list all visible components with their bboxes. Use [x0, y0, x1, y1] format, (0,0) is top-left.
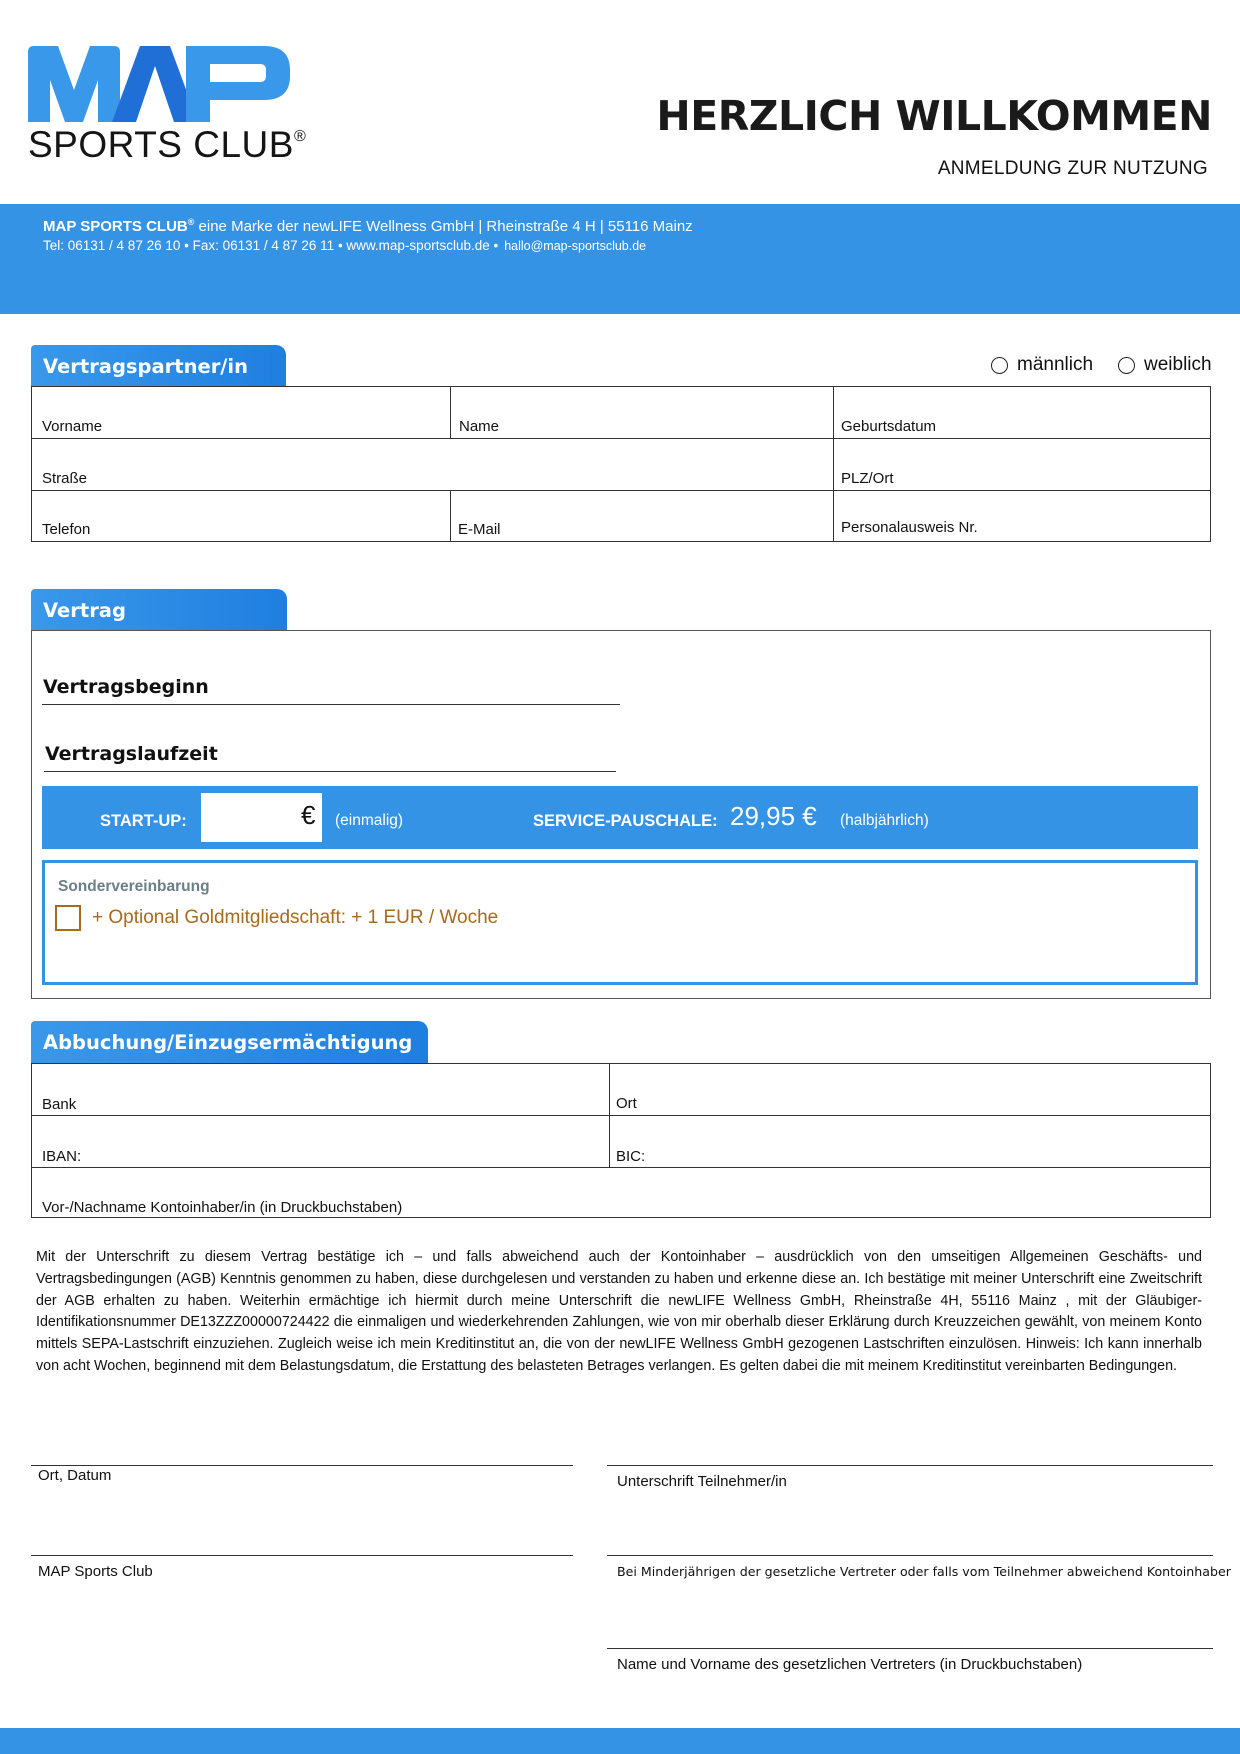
field-bic[interactable]: BIC: [616, 1148, 646, 1165]
guardian-name-label: Name und Vorname des gesetzlichen Vertreters (in Druckbuchstaben) [617, 1656, 1083, 1673]
service-fee-note: (halbjährlich) [840, 812, 929, 829]
field-phone[interactable]: Telefon [42, 521, 91, 538]
page-subtitle: ANMELDUNG ZUR NUTZUNG [937, 158, 1208, 179]
field-zip-city[interactable]: PLZ/Ort [841, 470, 894, 487]
contract-start-line[interactable] [42, 704, 620, 705]
startup-note: (einmalig) [335, 812, 404, 829]
gold-membership-label: + Optional Goldmitgliedschaft: + 1 EUR / Woche [92, 907, 499, 928]
contract-start-label: Vertragsbeginn [43, 676, 209, 698]
field-last-name[interactable]: Name [459, 418, 500, 435]
gold-membership-checkbox[interactable] [55, 905, 81, 931]
place-date-line[interactable] [31, 1465, 573, 1466]
contact-line-phone: Tel: 06131 / 4 87 26 10 • Fax: 06131 / 4 87 26 11 • www.map-sportsclub.de • hallo@map-sportsclub.de [43, 238, 647, 253]
participant-signature-line[interactable] [607, 1465, 1213, 1466]
legal-consent-text: Mit der Unterschrift zu diesem Vertrag bestätige ich – und falls abweichend auch der Kontoinhaber – ausdrücklich von den umseitigen Allgemeinen Geschäfts- und Vertragsbedingungen (AGB) Kenntnis genommen zu haben, diese durchgelesen und verstanden zu haben und erkenne diese an. Ich bestätige mit meiner Unterschrift eine Zweitschrift der AGB erhalten zu haben. Weiterhin ermächtige ich hiermit durch meine Unterschrift die newLIFE Wellness GmbH, Rheinstraße 4H, 55116 Mainz , mit der Gläubiger-Identifikationsnummer DE13ZZZ00000724422 die einmaligen und wiederkehrenden Zahlungen, wie von mir oberhalb dieser Erklärung durch Kreuzzeichen gewählt, von meinem Konto mittels SEPA-Lastschrift einzuziehen. Zugleich weise ich mein Kreditinstitut an, die von der newLIFE Wellness GmbH gezogenen Lastschriften einzulösen. Hinweis: Ich kann innerhalb von acht Wochen, beginnend mit dem Belastungsdatum, die Erstattung des belasteten Betrages verlangen. Es gelten dabei die mit meinem Kreditinstitut vereinbarten Bedingungen. [36, 1249, 1202, 1374]
tab-contract: Vertrag [31, 589, 287, 631]
startup-label: START-UP: [100, 812, 187, 830]
partner-form-grid [31, 386, 1211, 542]
tab-contract-partner: Vertragspartner/in [31, 345, 286, 387]
special-agreement-title: Sondervereinbarung [58, 878, 210, 895]
field-bank-city[interactable]: Ort [616, 1095, 637, 1112]
guardian-signature-label: Bei Minderjährigen der gesetzliche Vertreter oder falls vom Teilnehmer abweichend Kontoinhaber [617, 1564, 1231, 1579]
guardian-signature-line[interactable] [607, 1555, 1213, 1556]
field-iban[interactable]: IBAN: [42, 1148, 82, 1165]
club-name: SPORTS CLUB® [28, 124, 307, 165]
gender-male-option[interactable]: männlich [991, 354, 1093, 376]
debit-form-grid [31, 1063, 1211, 1218]
field-bank[interactable]: Bank [42, 1096, 77, 1113]
field-email[interactable]: E-Mail [458, 521, 501, 538]
page-title: HERZLICH WILLKOMMEN [656, 92, 1212, 140]
field-account-holder[interactable]: Vor-/Nachname Kontoinhaber/in (in Druckbuchstaben) [42, 1199, 403, 1216]
participant-signature-label: Unterschrift Teilnehmer/in [617, 1473, 787, 1490]
footer-band [0, 1728, 1240, 1754]
service-fee-label: SERVICE-PAUSCHALE: [533, 812, 718, 830]
club-signature-line[interactable] [31, 1555, 573, 1556]
club-signature-label: MAP Sports Club [38, 1563, 153, 1580]
radio-female[interactable] [1118, 357, 1135, 374]
field-id-card[interactable]: Personalausweis Nr. [841, 519, 978, 536]
euro-sign: € [301, 800, 316, 830]
contract-duration-label: Vertragslaufzeit [45, 743, 218, 765]
radio-male[interactable] [991, 357, 1008, 374]
gender-female-option[interactable]: weiblich [1118, 354, 1212, 376]
service-fee-amount: 29,95 € [730, 801, 817, 831]
contract-duration-line[interactable] [44, 771, 616, 772]
tab-direct-debit: Abbuchung/Einzugsermächtigung [31, 1021, 428, 1063]
email-link[interactable]: hallo@map-sportsclub.de [504, 239, 647, 253]
place-date-label: Ort, Datum [38, 1467, 112, 1484]
field-first-name[interactable]: Vorname [42, 418, 103, 435]
guardian-name-line[interactable] [607, 1648, 1213, 1649]
field-street[interactable]: Straße [42, 470, 88, 487]
contact-line-company: MAP SPORTS CLUB® eine Marke der newLIFE Wellness GmbH | Rheinstraße 4 H | 55116 Mainz [43, 217, 693, 235]
field-birth-date[interactable]: Geburtsdatum [841, 418, 937, 435]
map-logo-mark [28, 46, 290, 122]
